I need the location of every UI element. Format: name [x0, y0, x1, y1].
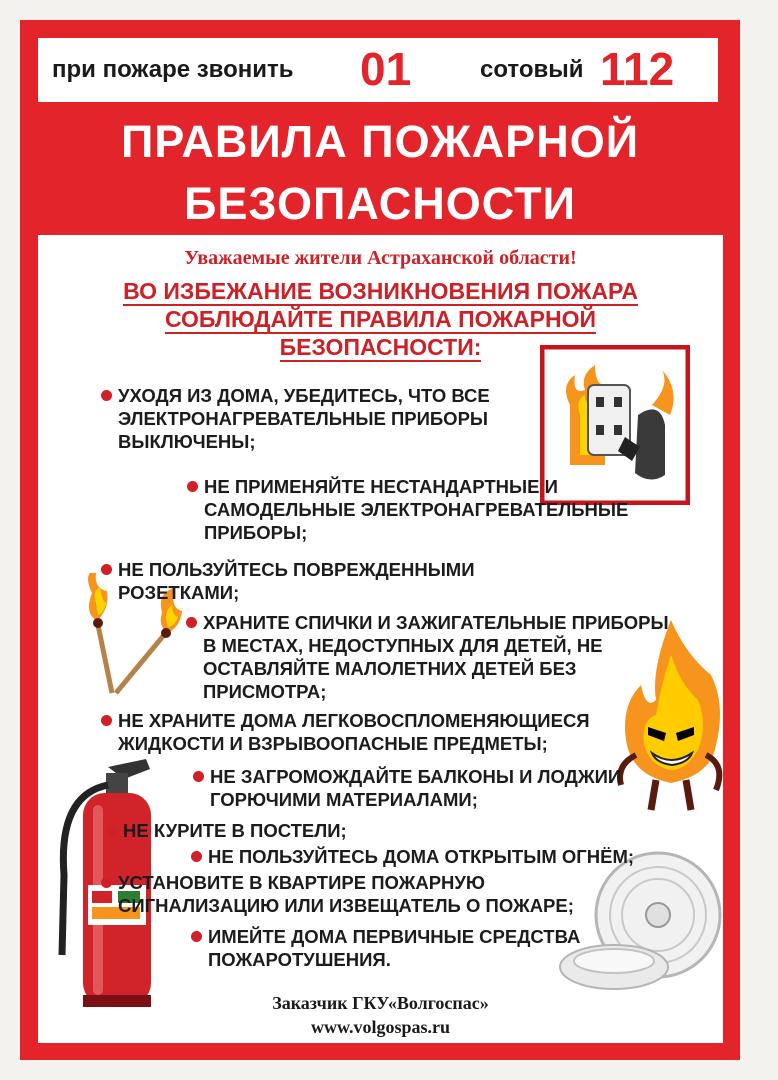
rule-item-7: [106, 819, 347, 842]
rule-5-line2: ЖИДКОСТИ И ВЗРЫВООПАСНЫЕ ПРЕДМЕТЫ;: [118, 733, 548, 754]
rule-1-line1: УХОДЯ ИЗ ДОМА, УБЕДИТЕСЬ, ЧТО ВСЕ: [118, 385, 490, 406]
heading-line2: СОБЛЮДАЙТЕ ПРАВИЛА ПОЖАРНОЙ: [164, 306, 597, 332]
rule-item-5: [101, 709, 590, 755]
greeting: Уважаемые жители Астраханской области!: [184, 247, 577, 269]
rule-9-line1: УСТАНОВИТЕ В КВАРТИРЕ ПОЖАРНУЮ: [118, 872, 486, 893]
footer-customer: Заказчик ГКУ«Волгоспас»: [272, 993, 489, 1013]
rule-2-line3: ПРИБОРЫ;: [204, 522, 308, 543]
rule-9-line2: СИГНАЛИЗАЦИЮ ИЛИ ИЗВЕЩАТЕЛЬ О ПОЖАРЕ;: [118, 895, 574, 916]
rule-item-8: [191, 845, 634, 868]
bullet-icon: [106, 825, 117, 836]
rule-5-line1: НЕ ХРАНИТЕ ДОМА ЛЕГКОВОСПЛОМЕНЯЮЩИЕСЯ: [118, 710, 590, 731]
bullet-icon: [193, 771, 204, 782]
bullet-icon: [191, 851, 202, 862]
content-panel: [38, 235, 723, 1043]
heading-line3: БЕЗОПАСНОСТИ:: [279, 334, 482, 360]
rule-item-2: [187, 475, 628, 544]
rule-4-line4: ПРИСМОТРА;: [203, 681, 327, 702]
page-title-line2: БЕЗОПАСНОСТИ: [184, 178, 576, 229]
rule-7-line1: НЕ КУРИТЕ В ПОСТЕЛИ;: [123, 820, 347, 841]
footer-website[interactable]: www.volgospas.ru: [310, 1017, 451, 1037]
bullet-icon: [101, 877, 112, 888]
rule-2-line2: САМОДЕЛЬНЫЕ ЭЛЕКТРОНАГРЕВАТЕЛЬНЫЕ: [204, 499, 629, 520]
bullet-icon: [101, 564, 112, 575]
bullet-icon: [101, 715, 112, 726]
bullet-icon: [187, 481, 198, 492]
bullet-icon: [191, 931, 202, 942]
rule-4-line1: ХРАНИТЕ СПИЧКИ И ЗАЖИГАТЕЛЬНЫЕ ПРИБОРЫ: [203, 612, 669, 633]
rule-item-4: [186, 611, 669, 703]
rule-item-3: [101, 558, 475, 604]
rule-1-line2: ЭЛЕКТРОНАГРЕВАТЕЛЬНЫЕ ПРИБОРЫ: [118, 408, 489, 429]
rule-6-line2: ГОРЮЧИМИ МАТЕРИАЛАМИ;: [210, 789, 478, 810]
emergency-phone-bar: [38, 38, 718, 102]
rule-item-10: [191, 925, 580, 971]
poster: [20, 20, 740, 1060]
heading-line1: ВО ИЗБЕЖАНИЕ ВОЗНИКНОВЕНИЯ ПОЖАРА: [123, 278, 638, 304]
rule-3-line1: НЕ ПОЛЬЗУЙТЕСЬ ПОВРЕЖДЕННЫМИ: [118, 559, 475, 580]
rule-item-1: [101, 384, 490, 453]
rule-item-6: [193, 765, 621, 811]
rule-3-line2: РОЗЕТКАМИ;: [118, 582, 240, 603]
rule-1-line3: ВЫКЛЮЧЕНЫ;: [118, 431, 256, 452]
rule-2-line1: НЕ ПРИМЕНЯЙТЕ НЕСТАНДАРТНЫЕ И: [204, 476, 558, 497]
call-label: при пожаре звонить: [52, 56, 294, 83]
mobile-label: сотовый: [480, 56, 584, 83]
call-number: 01: [360, 43, 412, 95]
rule-6-line1: НЕ ЗАГРОМОЖДАЙТЕ БАЛКОНЫ И ЛОДЖИИ: [210, 766, 622, 787]
rule-4-line3: ОСТАВЛЯЙТЕ МАЛОЛЕТНИХ ДЕТЕЙ БЕЗ: [203, 658, 577, 679]
rule-8-line1: НЕ ПОЛЬЗУЙТЕСЬ ДОМА ОТКРЫТЫМ ОГНЁМ;: [208, 846, 635, 867]
rule-10-line1: ИМЕЙТЕ ДОМА ПЕРВИЧНЫЕ СРЕДСТВА: [208, 926, 581, 947]
rule-10-line2: ПОЖАРОТУШЕНИЯ.: [208, 949, 391, 970]
bullet-icon: [101, 390, 112, 401]
mobile-number: 112: [600, 43, 675, 95]
rule-4-line2: В МЕСТАХ, НЕДОСТУПНЫХ ДЛЯ ДЕТЕЙ, НЕ: [203, 635, 603, 656]
page-title-line1: ПРАВИЛА ПОЖАРНОЙ: [120, 116, 640, 167]
bullet-icon: [186, 617, 197, 628]
rule-item-9: [101, 871, 574, 917]
